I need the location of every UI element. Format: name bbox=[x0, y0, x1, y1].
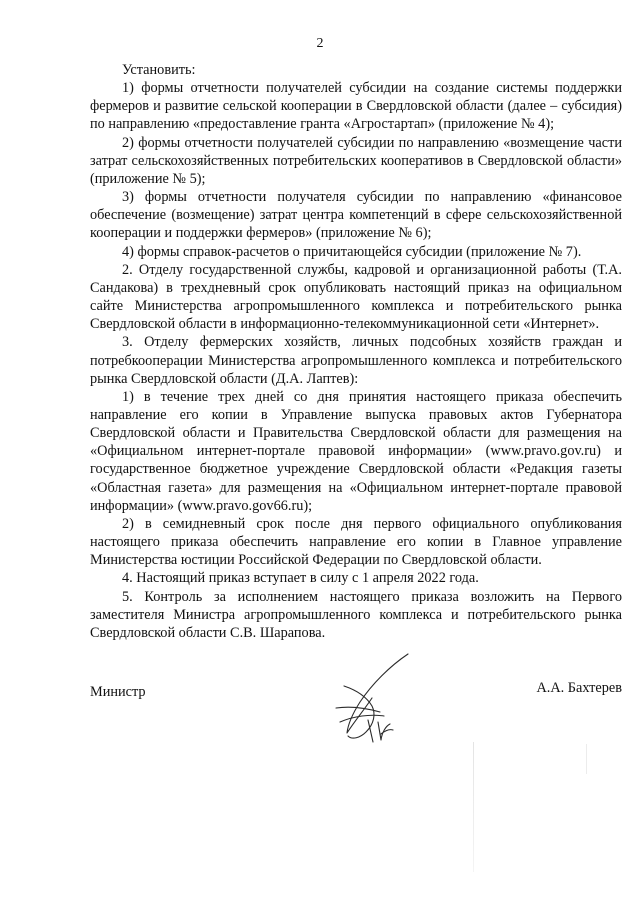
paragraph-1-2: 2) формы отчетности получателей субсидии по направлению «возмещение части затрат сельскохозяйственных потребительских кооперативов в Свердловской области» (приложение № 5); bbox=[90, 134, 622, 187]
signatory-name: А.А. Бахтерев bbox=[536, 680, 622, 696]
paragraph-3-2: 2) в семидневный срок после дня первого официального опубликования настоящего приказа обеспечить направление его копии в Главное управление Министерства юстиции Российской Федерации по Свердловской области. bbox=[90, 515, 622, 569]
document-body bbox=[90, 61, 622, 642]
signatory-position: Министр bbox=[90, 684, 146, 700]
scan-artifact-line bbox=[473, 742, 474, 872]
paragraph-1-4: 4) формы справок-расчетов о причитающейся субсидии (приложение № 7). bbox=[122, 243, 582, 260]
paragraph-3: 3. Отделу фермерских хозяйств, личных подсобных хозяйств граждан и потребкооперации Министерства агропромышленного комплекса и потребительского рынка Свердловской области (Д.А. Лаптев): bbox=[90, 334, 622, 387]
handwritten-signature bbox=[320, 650, 410, 745]
paragraph-5: 5. Контроль за исполнением настоящего приказа возложить на Первого заместителя Министра агропромышленного комплекса и потребительского рынка Свердловской области С.В. Шарапова. bbox=[90, 588, 622, 641]
paragraph-4: 4. Настоящий приказ вступает в силу с 1 апреля 2022 года. bbox=[122, 570, 479, 587]
page-number: 2 bbox=[316, 36, 324, 51]
paragraph-intro: Установить: bbox=[122, 62, 196, 78]
paragraph-3-1: 1) в течение трех дней со дня принятия настоящего приказа обеспечить направление его копии в Управление выпуска правовых актов Губернатора Свердловской области и Правительства Свердловской области для размещения на «Официальном интернет-портале правовой информации» (www.pravo.gov.ru) и государственное бюджетное учреждение Свердловской области «Редакция газеты «Областная газета» для размещения на «Официальном интернет-портале правовой информации» (www.pravo.gov66.ru); bbox=[90, 388, 622, 514]
paragraph-2: 2. Отделу государственной службы, кадровой и организационной работы (Т.А. Сандакова) в трехдневный срок опубликовать настоящий приказ на официальном сайте Министерства агропромышленного комплекса и потребительского рынка Свердловской области в информационно-телекоммуникационной сети «Интернет». bbox=[90, 261, 622, 333]
scan-artifact-line bbox=[586, 744, 587, 774]
paragraph-1-1: 1) формы отчетности получателей субсидии на создание системы поддержки фермеров и развитие сельской кооперации в Свердловской области (далее – субсидия) по направлению «предоставление гранта «Агростартап» (приложение № 4); bbox=[90, 80, 622, 133]
paragraph-1-3: 3) формы отчетности получателя субсидии по направлению «финансовое обеспечение (возмещение) затрат центра компетенций в сфере сельскохозяйственной кооперации и поддержки фермеров» (приложение № 6); bbox=[90, 189, 622, 242]
